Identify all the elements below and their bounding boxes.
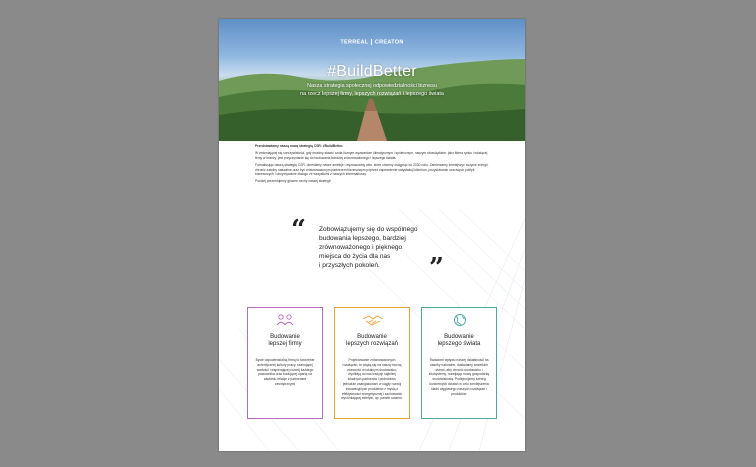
intro-paragraph: W zmieniającej się rzeczywistości, gdy musimy stawić czoła licznym wyzwaniom klimatycznym i społecznym, naszym obowiązkiem, jako lidera rynku i wiodącej firmy w branży, jest przyczynianie się do budowania bardziej zrównoważonego i lepszego świata. (255, 151, 488, 160)
quote-text: Zobowiązujemy się do wspólnego budowania lepszego, bardziej zrównoważonego i pięknego miejsca do życia dla nas i przyszłych pokoleń. (319, 226, 418, 269)
globe-icon (422, 313, 498, 327)
hero-subtitle: Nasza strategia społecznej odpowiedzialności biznesu na rzecz lepszej firmy, lepszych rozwiązań i lepszego świata (300, 83, 444, 97)
quote-open-icon: “ (291, 215, 306, 245)
card-body: Bycie odpowiedzialną firmą to tworzenie autentycznej kultury pracy, szanującej wartości i wspierającej rozwój każdego pracownika oraz budującej opartą na zaufaniu relacje z partnerami zewnętrznymi (255, 358, 315, 386)
card-title: Budowanie lepszych rozwiązań (345, 334, 399, 347)
card-better-solutions (334, 307, 410, 419)
intro-text (255, 144, 491, 187)
intro-paragraph: Formalizując naszą strategię CSR, określamy nasze ambicje i wyznaczamy cele, które chcemy osiągnąć do 2030 roku. Zamierzamy zmniejszyć zużycie energii, chronić zasoby naturalne oraz być zrównoważonym partnerem biznesowym poprzez zapewnienie satysfakcji klientom, pozyskiwanie uczciwych polityk biznesowych i utrzymywanie dialogu ze wszystkimi z naszych interesariuszy. (255, 162, 489, 177)
intro-paragraph: Poniżej prezentujemy główne cechy naszej strategii: (255, 179, 332, 184)
card-better-company (247, 307, 323, 419)
handshake-icon (335, 313, 411, 327)
card-title: Budowanie lepszej firmy (268, 334, 302, 347)
card-body: Świadomi wpływu naszej działalności na zasoby naturalne, dokładamy wszelkich starań, aby chronić środowisko i ekosystemy, rozwijając nową gospodarkę środowiskową. Podejmujemy szereg konkretnych działań w celu zmniejszenia śladu węglowego naszych rozwiązań i produktów. (428, 358, 490, 396)
intro-paragraph: Przedstawiamy naszą nową strategię CSR: #BuildBetter. (255, 144, 344, 148)
card-better-world (421, 307, 497, 419)
card-title: Budowanie lepszego świata (437, 334, 481, 347)
hero-hashtag: #BuildBetter (327, 63, 417, 80)
card-body: Projektowanie zrównoważonych rozwiązań, te wiążą się na naszą mocną obecność w lokalnym środowisku, wynikają od nas tradycji najbliżej lokalnych partnerów i podmiotów, jednakże zaangażowani w ciągły rozwój innowacyjnych produktów z myślą o efektywności energetycznej i zachowaniu wyróżniającej estetyki, np. panele solarne. (341, 358, 403, 401)
quote-close-icon: ” (429, 253, 444, 283)
hero-banner (219, 19, 525, 141)
brand-logo: TERREAL CREATON (340, 39, 404, 46)
people-icon (248, 313, 324, 327)
document-page (219, 19, 525, 451)
